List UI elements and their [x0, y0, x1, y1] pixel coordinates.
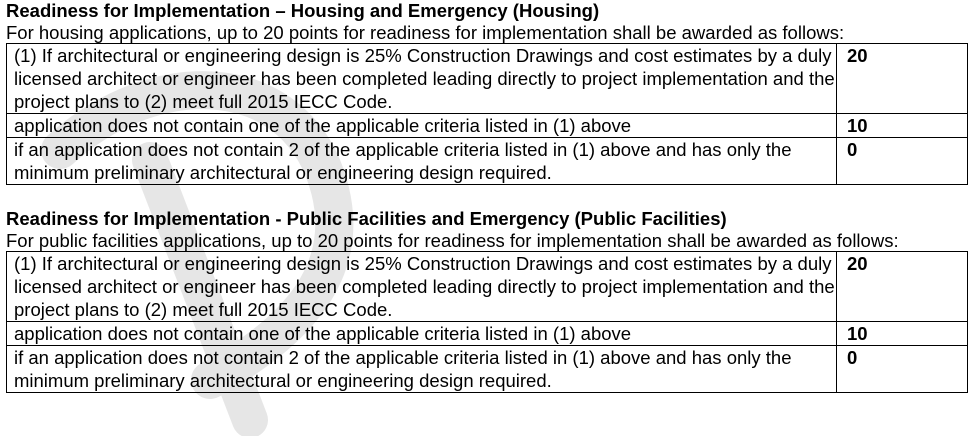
criterion-description: (1) If architectural or engineering design is 25% Construction Drawings and cost estimates by a duly licensed architect or engineer has been completed leading directly to project implementation and the project plans to (2) meet full 2015 IECC Code.: [7, 252, 837, 322]
public-facilities-section: [6, 208, 968, 393]
section-heading: Readiness for Implementation – Housing and Emergency (Housing): [6, 0, 600, 21]
criterion-points: 20: [837, 44, 968, 114]
criteria-table: [6, 43, 968, 185]
table-row: [7, 114, 968, 138]
criterion-points: 0: [837, 138, 968, 185]
section-heading: Readiness for Implementation - Public Facilities and Emergency (Public Facilities): [6, 208, 727, 229]
criterion-points: 0: [837, 346, 968, 393]
criterion-points: 10: [837, 114, 968, 138]
criterion-description: application does not contain one of the applicable criteria listed in (1) above: [7, 114, 837, 138]
housing-section: [6, 0, 968, 185]
section-spacer: [6, 185, 968, 208]
table-row: [7, 138, 968, 185]
table-row: [7, 44, 968, 114]
criterion-description: application does not contain one of the applicable criteria listed in (1) above: [7, 322, 837, 346]
criteria-table: [6, 251, 968, 393]
criterion-description: if an application does not contain 2 of the applicable criteria listed in (1) above and has only the minimum preliminary architectural or engineering design required.: [7, 138, 837, 185]
criterion-points: 10: [837, 322, 968, 346]
criterion-points: 20: [837, 252, 968, 322]
criterion-description: if an application does not contain 2 of the applicable criteria listed in (1) above and has only the minimum preliminary architectural or engineering design required.: [7, 346, 837, 393]
section-intro: For housing applications, up to 20 points for readiness for implementation shall be awarded as follows:: [6, 22, 845, 43]
table-row: [7, 346, 968, 393]
document-page: [6, 0, 968, 393]
table-row: [7, 322, 968, 346]
table-row: [7, 252, 968, 322]
criterion-description: (1) If architectural or engineering design is 25% Construction Drawings and cost estimates by a duly licensed architect or engineer has been completed leading directly to project implementation and the project plans to (2) meet full 2015 IECC Code.: [7, 44, 837, 114]
section-intro: For public facilities applications, up to 20 points for readiness for implementation shall be awarded as follows:: [6, 230, 899, 251]
